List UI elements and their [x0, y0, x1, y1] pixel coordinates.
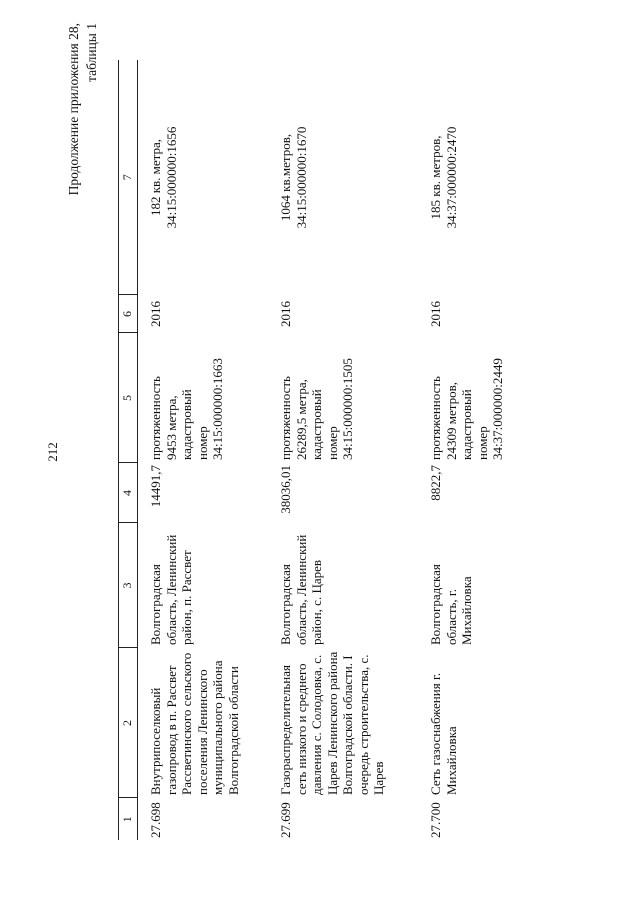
- rotated-table: [118, 60, 518, 840]
- continuation-line-2: таблицы 1: [84, 23, 99, 82]
- column-header-7: 7: [119, 60, 138, 295]
- column-header-4: 4: [119, 463, 138, 523]
- column-header-2: 2: [119, 648, 138, 798]
- object-characteristics: протяженность 24309 метров, кадастровый номер 34:37:000000:2449: [428, 358, 505, 460]
- table-row: [428, 60, 523, 840]
- object-name: Газораспределительная сеть низкого и среднего давления с. Солодовка, с. Царев Ленинского района Волгоградской области. I очередь строительства, с. Царев: [278, 651, 386, 795]
- object-location: Волгоградская область, Ленинский район, с. Царев: [278, 534, 324, 645]
- object-note: 185 кв. метров, 34:37:000000:2470: [428, 126, 459, 229]
- object-year: 2016: [148, 301, 163, 327]
- column-header-6: 6: [119, 295, 138, 333]
- row-number: 27.698: [148, 802, 163, 838]
- page-number: 212: [45, 442, 60, 462]
- object-characteristics: протяженность 26289,5 метра, кадастровый номер 34:15:000000:1505: [278, 358, 355, 460]
- row-number: 27.700: [428, 802, 443, 838]
- column-header-3: 3: [119, 523, 138, 648]
- object-year: 2016: [428, 301, 443, 327]
- object-value: 8822,7: [428, 465, 443, 501]
- continuation-line-1: Продолжение приложения 28,: [66, 23, 81, 196]
- object-note: 1064 кв.метров, 34:15:000000:1670: [278, 126, 309, 229]
- object-note: 182 кв. метра, 34:15:000000:1656: [148, 126, 179, 229]
- table-header-row: [119, 60, 138, 840]
- object-characteristics: протяженность 9453 метра, кадастровый номер 34:15:000000:1663: [148, 358, 225, 460]
- table-row: [148, 60, 278, 840]
- column-header-1: 1: [119, 798, 138, 840]
- object-year: 2016: [278, 301, 293, 327]
- object-name: Внутрипоселковый газопровод в п. Рассвет Рассветинского сельского поселения Ленинского муниципального района Волгоградской области: [148, 652, 241, 795]
- row-number: 27.699: [278, 802, 293, 838]
- object-value: 38036,01: [278, 465, 293, 514]
- column-header-5: 5: [119, 333, 138, 463]
- table-row: [278, 60, 428, 840]
- object-location: Волгоградская область, г. Михайловка: [428, 564, 474, 645]
- objects-table: [118, 60, 523, 840]
- object-name: Сеть газоснабжения г. Михайловка: [428, 672, 459, 795]
- object-value: 14491,7: [148, 465, 163, 508]
- object-location: Волгоградская область, Ленинский район, п. Рассвет: [148, 534, 194, 645]
